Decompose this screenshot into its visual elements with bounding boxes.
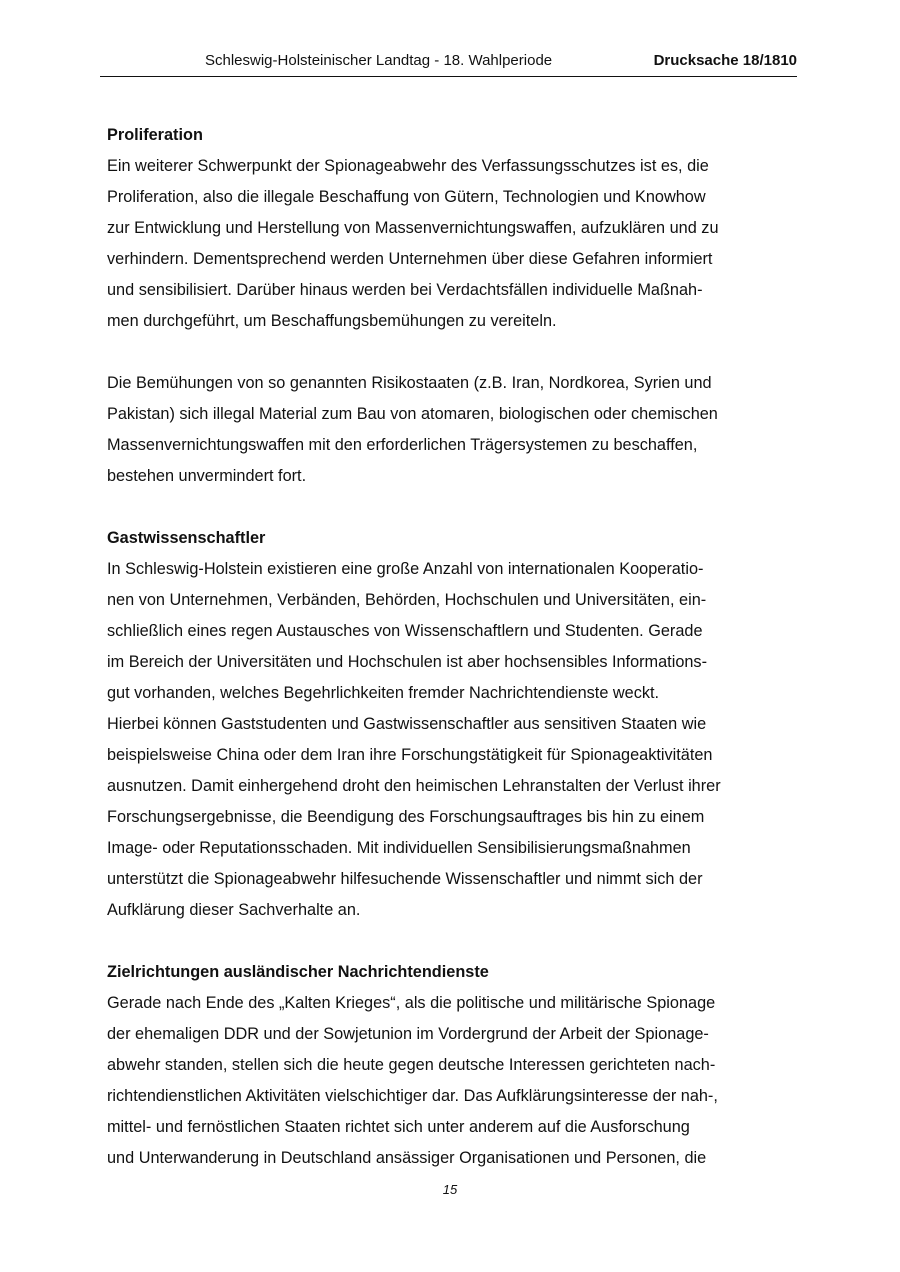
text-line: der ehemaligen DDR und der Sowjetunion im Vordergrund der Arbeit der Spionage- — [107, 1025, 709, 1043]
text-line: In Schleswig-Holstein existieren eine große Anzahl von internationalen Kooperatio- — [107, 560, 704, 578]
page-header — [100, 52, 797, 74]
text-line: Forschungsergebnisse, die Beendigung des Forschungsauftrages bis hin zu einem — [107, 808, 705, 826]
text-line: Proliferation, also die illegale Beschaffung von Gütern, Technologien und Knowhow — [107, 188, 706, 206]
text-line: Massenvernichtungswaffen mit den erforderlichen Trägersystemen zu beschaffen, — [107, 436, 698, 454]
text-line: Gerade nach Ende des „Kalten Krieges“, als die politische und militärische Spionage — [107, 994, 716, 1012]
text-line: schließlich eines regen Austausches von Wissenschaftlern und Studenten. Gerade — [107, 622, 703, 640]
text-line: und sensibilisiert. Darüber hinaus werden bei Verdachtsfällen individuelle Maßnah- — [107, 281, 703, 299]
section-heading-proliferation: Proliferation — [107, 126, 203, 144]
document-body — [107, 120, 807, 1174]
text-line: mittel- und fernöstlichen Staaten richtet sich unter anderem auf die Ausforschung — [107, 1118, 690, 1136]
text-line: Hierbei können Gaststudenten und Gastwissenschaftler aus sensitiven Staaten wie — [107, 715, 707, 733]
text-line: richtendienstlichen Aktivitäten vielschichtiger dar. Das Aufklärungsinteresse der nah-, — [107, 1087, 718, 1105]
document-number: Drucksache 18/1810 — [653, 52, 797, 69]
paragraph — [107, 554, 807, 926]
header-divider — [100, 76, 797, 77]
text-line: und Unterwanderung in Deutschland ansässiger Organisationen und Personen, die — [107, 1149, 707, 1167]
paragraph — [107, 368, 807, 492]
text-line: zur Entwicklung und Herstellung von Massenvernichtungswaffen, aufzuklären und zu — [107, 219, 719, 237]
paragraph-spacer — [107, 492, 807, 523]
paragraph-spacer — [107, 926, 807, 957]
text-line: gut vorhanden, welches Begehrlichkeiten fremder Nachrichtendienste weckt. — [107, 684, 660, 702]
text-line: nen von Unternehmen, Verbänden, Behörden, Hochschulen und Universitäten, ein- — [107, 591, 707, 609]
paragraph-spacer — [107, 337, 807, 368]
text-line: Image- oder Reputationsschaden. Mit individuellen Sensibilisierungsmaßnahmen — [107, 839, 691, 857]
paragraph — [107, 151, 807, 337]
text-line: im Bereich der Universitäten und Hochschulen ist aber hochsensibles Informations- — [107, 653, 707, 671]
text-line: Die Bemühungen von so genannten Risikostaaten (z.B. Iran, Nordkorea, Syrien und — [107, 374, 712, 392]
page-number: 15 — [442, 1182, 458, 1197]
text-line: abwehr standen, stellen sich die heute gegen deutsche Interessen gerichteten nach- — [107, 1056, 716, 1074]
text-line: beispielsweise China oder dem Iran ihre Forschungstätigkeit für Spionageaktivitäten — [107, 746, 713, 764]
text-line: ausnutzen. Damit einhergehend droht den heimischen Lehranstalten der Verlust ihrer — [107, 777, 721, 795]
text-line: Aufklärung dieser Sachverhalte an. — [107, 901, 361, 919]
text-line: bestehen unvermindert fort. — [107, 467, 307, 485]
text-line: men durchgeführt, um Beschaffungsbemühungen zu vereiteln. — [107, 312, 557, 330]
text-line: Ein weiterer Schwerpunkt der Spionageabwehr des Verfassungsschutzes ist es, die — [107, 157, 709, 175]
paragraph — [107, 988, 807, 1174]
text-line: unterstützt die Spionageabwehr hilfesuchende Wissenschaftler und nimmt sich der — [107, 870, 703, 888]
header-title: Schleswig-Holsteinischer Landtag - 18. Wahlperiode — [205, 52, 553, 69]
section-heading-zielrichtungen: Zielrichtungen ausländischer Nachrichtendienste — [107, 963, 489, 981]
section-heading-gastwissenschaftler: Gastwissenschaftler — [107, 529, 266, 547]
text-line: verhindern. Dementsprechend werden Unternehmen über diese Gefahren informiert — [107, 250, 713, 268]
text-line: Pakistan) sich illegal Material zum Bau von atomaren, biologischen oder chemischen — [107, 405, 718, 423]
